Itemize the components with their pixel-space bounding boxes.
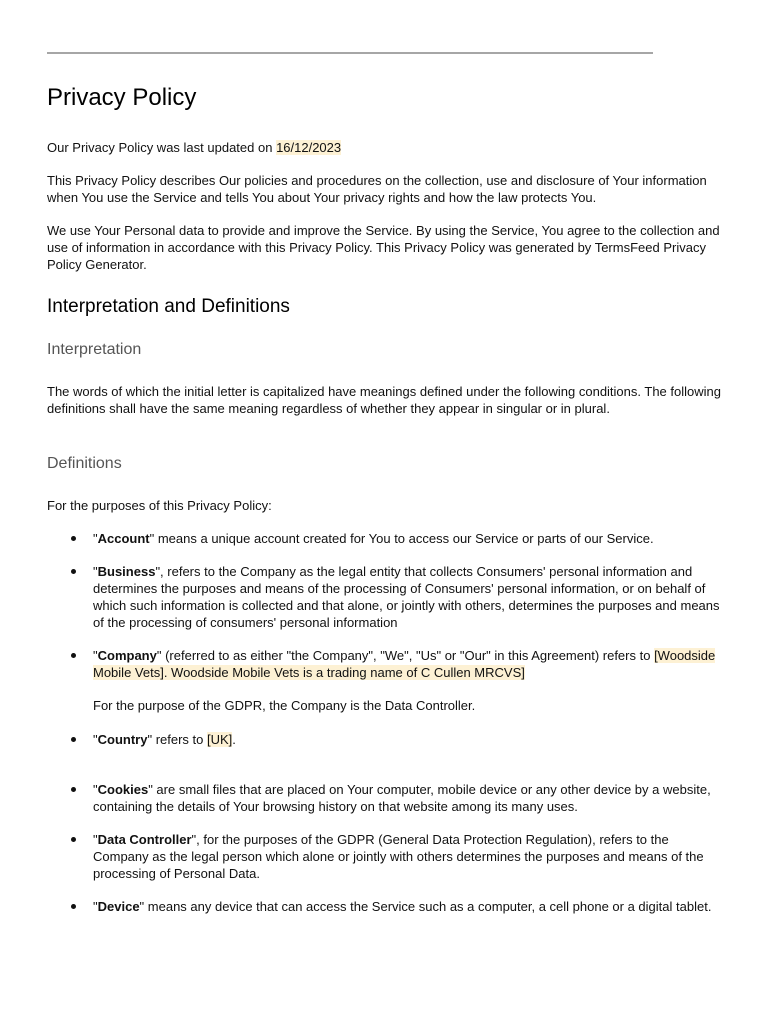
top-divider [47,52,653,54]
term-data-controller: Data Controller [97,832,192,847]
term-company: Company [97,648,157,663]
intro-paragraph-1: This Privacy Policy describes Our policies and procedures on the collection, use and disclosure of Your information when You use the Service and tells You about Your privacy rights and how the law protects You. [47,173,707,205]
subheading-definitions: Definitions [47,455,122,472]
bullet-dot [71,787,76,792]
last-updated-prefix: Our Privacy Policy was last updated on [47,140,277,155]
interpretation-paragraph: The words of which the initial letter is capitalized have meanings defined under the following conditions. The following definitions shall have the same meaning regardless of whether they appear in singular or in plural. [47,384,721,416]
term-account: Account [97,531,150,546]
country-value-highlight: [UK] [207,732,233,747]
page-title: Privacy Policy [47,84,197,111]
bullet-dot [71,837,76,842]
definition-text: "Data Controller", for the purposes of the GDPR (General Data Protection Regulation), refers to the Company as the legal person which alone or jointly with others determines the purposes and means of the processing of Personal Data. [93,832,704,881]
term-business: Business [97,564,156,579]
intro-paragraph-2: We use Your Personal data to provide and improve the Service. By using the Service, You agree to the collection and use of information in accordance with this Privacy Policy. This Privacy Policy was generated by TermsFeed Privacy Policy Generator. [47,223,720,272]
section-heading-interpretation-definitions: Interpretation and Definitions [47,296,290,317]
last-updated-date: 16/12/2023 [276,140,342,155]
company-gdpr-note: For the purpose of the GDPR, the Company is the Data Controller. [93,698,476,713]
definition-text: "Country" refers to [UK]. [93,732,236,747]
definition-text: "Account" means a unique account created for You to access our Service or parts of our Service. [93,531,654,546]
definition-text: "Device" means any device that can access the Service such as a computer, a cell phone or a digital tablet. [93,899,712,914]
definition-text: "Cookies" are small files that are placed on Your computer, mobile device or any other device by a website, containing the details of Your browsing history on that website among its many uses. [93,782,711,814]
definition-text: "Company" (referred to as either "the Company", "We", "Us" or "Our" in this Agreement) refers to [Woodside Mobile Vets]. Woodside Mobile Vets is a trading name of C Cullen MRCVS] [93,648,716,680]
subheading-interpretation: Interpretation [47,341,142,358]
definitions-intro: For the purposes of this Privacy Policy: [47,498,272,513]
term-country: Country [97,732,148,747]
definition-text: "Business", refers to the Company as the legal entity that collects Consumers' personal information and determines the purposes and means of the processing of Consumers' personal information, or on behalf of which such information is collected and that alone, or jointly with others, determines the purposes and means of the processing of consumers' personal information [93,564,720,630]
company-name-highlight: [Woodside Mobile Vets]. Woodside Mobile Vets is a trading name of C Cullen MRCVS] [93,648,716,680]
bullet-dot [71,569,76,574]
term-cookies: Cookies [97,782,149,797]
bullet-dot [71,536,76,541]
bullet-dot [71,737,76,742]
last-updated-line [47,139,727,156]
bullet-dot [71,653,76,658]
bullet-dot [71,904,76,909]
term-device: Device [97,899,140,914]
